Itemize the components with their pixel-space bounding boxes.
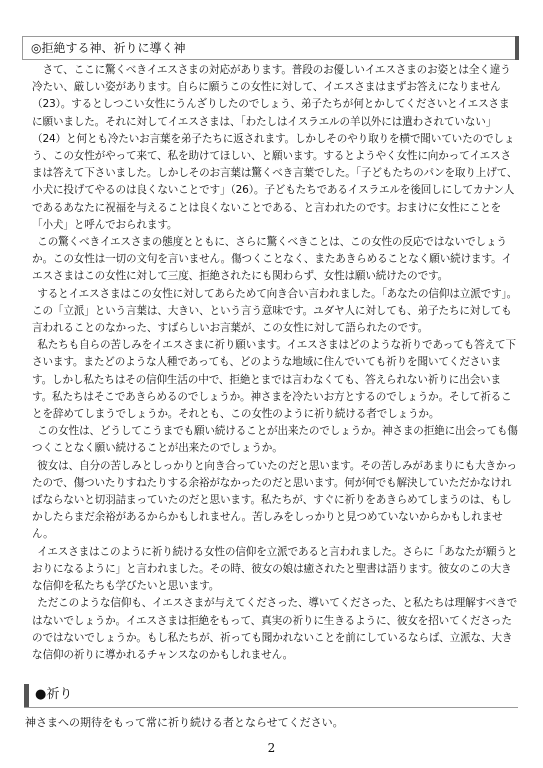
- paragraph: するとイエスさまはこの女性に対してあらためて向き合い言われました。「あなたの信仰は立派です」。この「立派」という言葉は、大きい、という言う意味です。ユダヤ人に対しても、弟子たちに対しても言われることのなかった、すばらしいお言葉が、この女性に対して語られたのです。: [32, 287, 518, 335]
- paragraph: さて、ここに驚くべきイエスさまの対応があります。普段のお優しいイエスさまのお姿とは全く違う冷たい、厳しい姿があります。自らに願うこの女性に対して、イエスさまはまずお答えになりません（23）。するとしつこい女性にうんざりしたのでしょう、弟子たちが何とかしてくださいとイエスさまに願いました。それに対してイエスさまは、「わたしはイスラエルの羊以外には遣わされていない」（24）と何とも冷たいお言葉を弟子たちに返されます。しかしそのやり取りを横で聞いていたのでしょう、この女性がやって来て、私を助けてほしい、と願います。するとようやく女性に向かってイエスさまは答えて下さいました。しかしそのお言葉は驚くべき言葉でした。「子どもたちのパンを取り上げて、小犬に投げてやるのは良くないことです」（26）。子どもたちであるイスラエルを後回しにしてカナン人であるあなたに祝福を与えることは良くないことである、と言われたのです。おまけに女性にことを「小犬」と呼んでおられます。: [32, 64, 518, 231]
- prayer-heading-box: [24, 684, 518, 708]
- section-heading: ◎拒絶する神、祈りに導く神: [31, 41, 186, 55]
- paragraph: イエスさまはこのように祈り続ける女性の信仰を立派であると言われました。さらに「あなたが願うとおりになるように」と言われました。その時、彼女の娘は癒されたと聖書は語ります。彼女のこの大きな信仰を私たちも学びたいと思います。: [32, 545, 518, 593]
- prayer-accent-bar: [24, 684, 29, 707]
- paragraph: この驚くべきイエスさまの態度とともに、さらに驚くべきことは、この女性の反応ではないでしょうか。この女性は一切の文句を言いません。傷つくことなく、またあきらめることなく願い続けます。イエスさまはこの女性に対して三度、拒絶されたにも関わらず、女性は願い続けたのです。: [32, 236, 512, 283]
- prayer-text: 神さまへの期待をもって常に祈り続ける者とならせてください。: [25, 716, 344, 729]
- page-number: 2: [267, 741, 276, 755]
- paragraph: 彼女は、自分の苦しみとしっかりと向き合っていたのだと思います。その苦しみがあまりにも大きかったので、傷ついたりすねたりする余裕がなかったのだと思います。何が何でも解決していただかなければならないと切羽詰まっていたのだと思います。私たちが、すぐに祈りをあきらめてしまうのは、もしかしたらまだ余裕があるからかもしれません。苦しみをしっかりと見つめていないからかもしれません。: [32, 459, 517, 541]
- paragraph: 私たちも自らの苦しみをイエスさまに祈り願います。イエスさまはどのような祈りであっても答えて下さいます。またどのような人種であっても、どのような地域に住んでいても祈りを聞いてくださいます。しかし私たちはその信仰生活の中で、拒絶とまでは言わなくても、答えられない祈りに出会います。私たちはそこであきらめるのでしょうか。神さまを冷たいお方とするのでしょうか。そして祈ることを辞めてしまうでしょうか。それとも、この女性のように祈り続ける者でしょうか。: [32, 339, 516, 421]
- heading-accent-bar: [515, 36, 519, 60]
- paragraph: この女性は、どうしてこうまでも願い続けることが出来たのでしょうか。神さまの拒絶に出会っても傷つくことなく願い続けることが出来たのでしょうか。: [32, 425, 518, 455]
- body-text: [32, 62, 518, 664]
- section-heading-box: [22, 36, 516, 60]
- prayer-heading: ●祈り: [35, 687, 73, 702]
- paragraph: ただこのような信仰も、イエスさまが与えてくださった、導いてくださった、と私たちは理解すべきではないでしょうか。イエスさまは拒絶をもって、真実の祈りに生きるように、彼女を招いてくださったのではないでしょうか。もし私たちが、祈っても聞かれないことを前にしているならば、立派な、大きな信仰の祈りに導かれるチャンスなのかもしれません。: [32, 597, 518, 661]
